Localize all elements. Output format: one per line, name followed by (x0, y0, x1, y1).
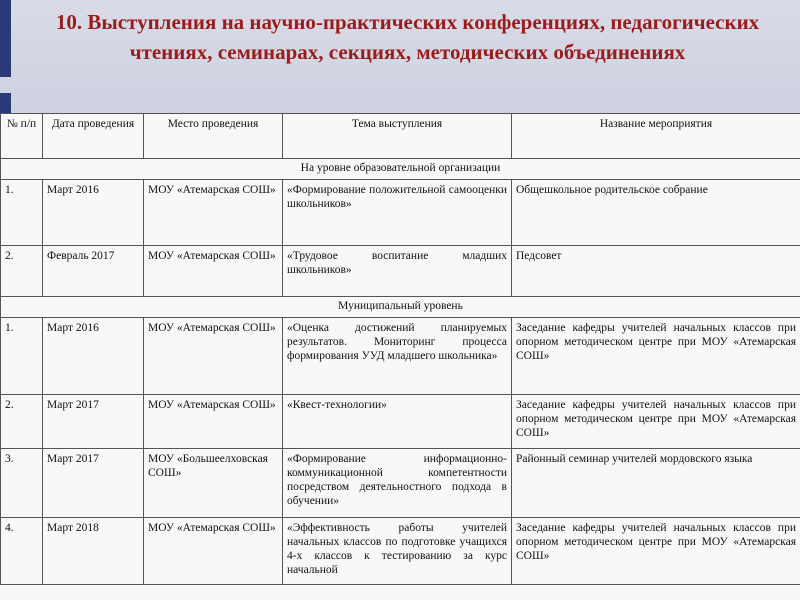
cell-number: 2. (1, 395, 43, 449)
cell-topic: «Трудовое воспитание младших школьников» (283, 246, 512, 297)
table-row (1, 318, 800, 395)
accent-bar-bottom (0, 93, 11, 113)
table-row (1, 395, 800, 449)
header-number: № п/п (1, 114, 43, 159)
table-container (0, 113, 800, 600)
cell-place: МОУ «Атемарская СОШ» (144, 395, 283, 449)
cell-topic: «Формирование положительной самооценки школьников» (283, 180, 512, 246)
cell-topic: «Оценка достижений планируемых результатов. Мониторинг процесса формирования УУД младшего школьника» (283, 318, 512, 395)
cell-place: МОУ «Атемарская СОШ» (144, 318, 283, 395)
section-row-organization (1, 159, 800, 180)
cell-topic: «Квест-технологии» (283, 395, 512, 449)
cell-event: Заседание кафедры учителей начальных классов при опорном методическом центре при МОУ «Атемарская СОШ» (512, 395, 800, 449)
cell-event: Педсовет (512, 246, 800, 297)
header-date: Дата проведения (43, 114, 144, 159)
table-row (1, 246, 800, 297)
section-row-municipal (1, 297, 800, 318)
cell-event: Общешкольное родительское собрание (512, 180, 800, 246)
header-topic: Тема выступления (283, 114, 512, 159)
section-title: На уровне образовательной организации (1, 159, 800, 180)
table-row (1, 518, 800, 585)
cell-place: МОУ «Атемарская СОШ» (144, 246, 283, 297)
cell-place: МОУ «Большеелховская СОШ» (144, 449, 283, 518)
cell-number: 1. (1, 180, 43, 246)
header-place: Место проведения (144, 114, 283, 159)
cell-date: Март 2017 (43, 395, 144, 449)
table-header-row (1, 114, 800, 159)
table-row (1, 180, 800, 246)
cell-number: 2. (1, 246, 43, 297)
cell-topic: «Формирование информационно-коммуникационной компетентности посредством деятельностного подхода в обучении» (283, 449, 512, 518)
cell-date: Февраль 2017 (43, 246, 144, 297)
cell-number: 3. (1, 449, 43, 518)
cell-place: МОУ «Атемарская СОШ» (144, 180, 283, 246)
section-title: Муниципальный уровень (1, 297, 800, 318)
cell-date: Март 2016 (43, 318, 144, 395)
cell-event: Заседание кафедры учителей начальных классов при опорном методическом центре при МОУ «Атемарская СОШ» (512, 318, 800, 395)
conferences-table (0, 113, 800, 585)
cell-date: Март 2016 (43, 180, 144, 246)
accent-bar-top (0, 0, 11, 77)
cell-number: 1. (1, 318, 43, 395)
cell-event: Районный семинар учителей мордовского языка (512, 449, 800, 518)
cell-topic: «Эффективность работы учителей начальных классов по подготовке учащихся 4-х классов к тестированию за курс начальной (283, 518, 512, 585)
table-row (1, 449, 800, 518)
slide-title: 10. Выступления на научно-практических конференциях, педагогических чтениях, семинарах, секциях, методических объединениях (55, 10, 760, 64)
cell-number: 4. (1, 518, 43, 585)
title-band (0, 0, 800, 113)
cell-date: Март 2017 (43, 449, 144, 518)
cell-date: Март 2018 (43, 518, 144, 585)
cell-event: Заседание кафедры учителей начальных классов при опорном методическом центре при МОУ «Атемарская СОШ» (512, 518, 800, 585)
header-event: Название мероприятия (512, 114, 800, 159)
cell-place: МОУ «Атемарская СОШ» (144, 518, 283, 585)
